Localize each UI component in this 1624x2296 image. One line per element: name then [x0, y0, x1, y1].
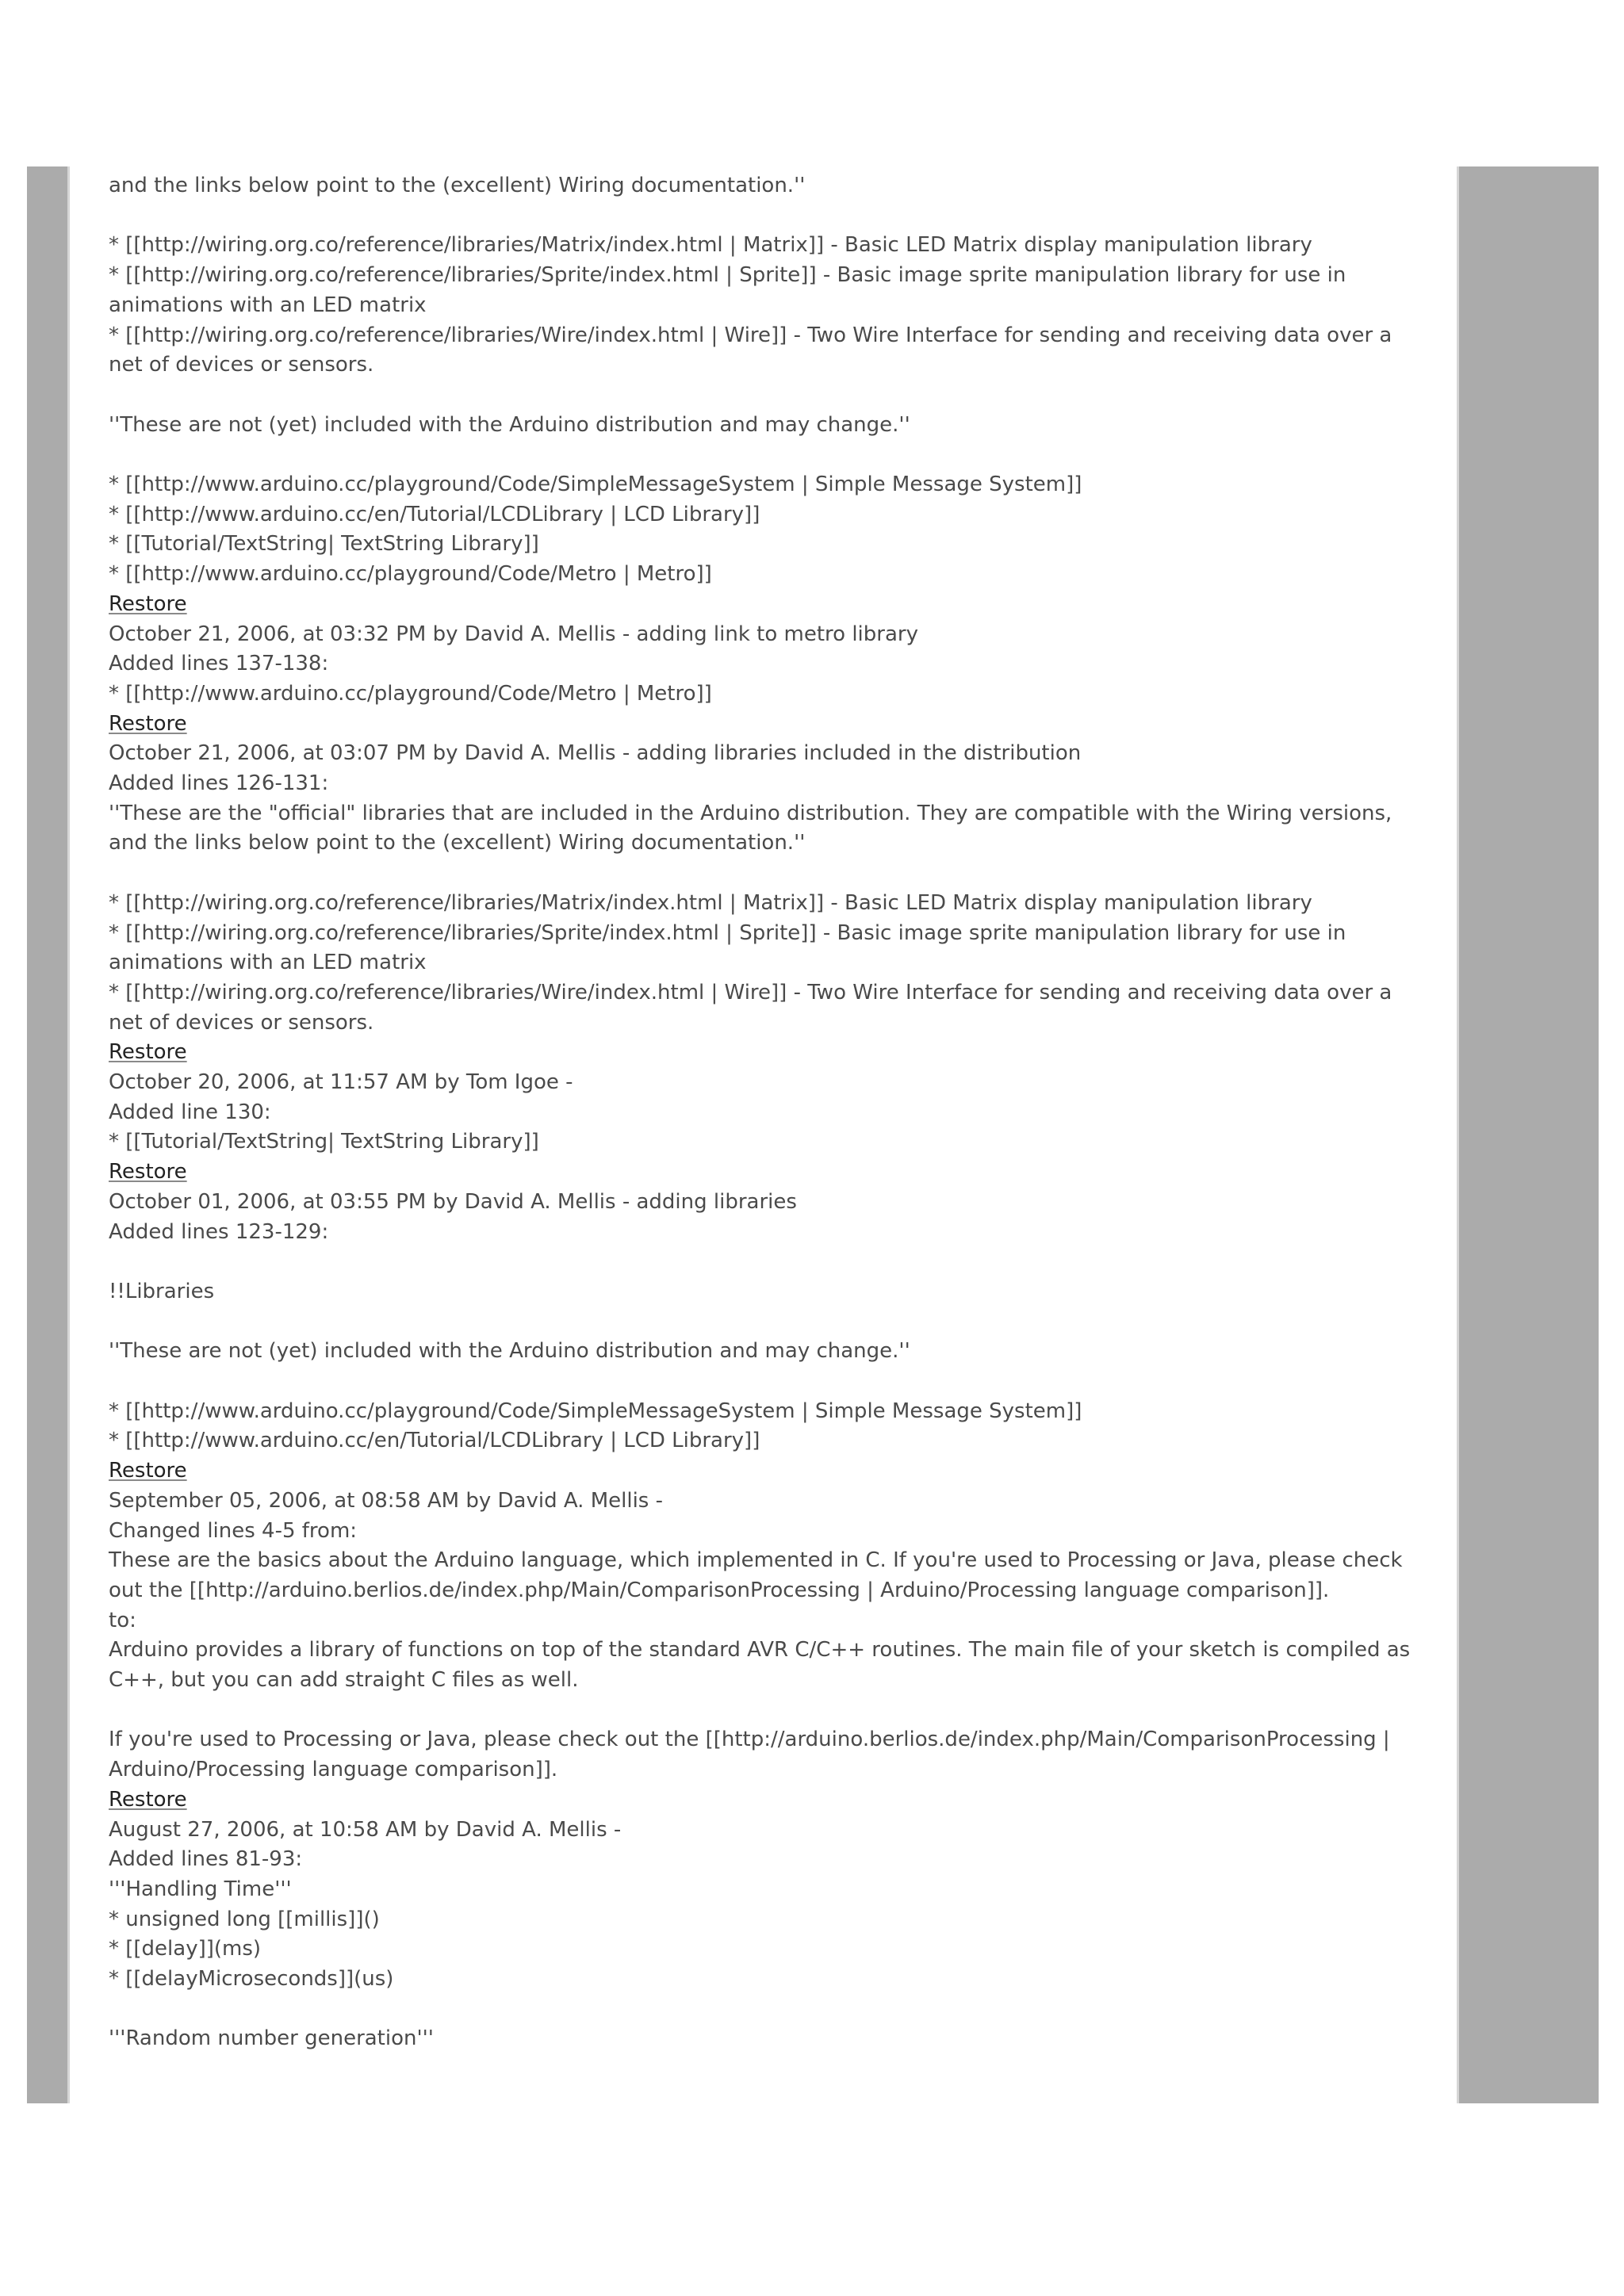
history-line: Added lines 123-129: [109, 1219, 329, 1244]
blank-line [109, 1367, 1427, 1397]
restore-row [109, 1158, 1427, 1188]
history-line: Added lines 81-93: [109, 1847, 303, 1872]
history-line: * [[http://wiring.org.co/reference/libraries/Wire/index.html | Wire]] - Two Wire Interface for sending and receiving data over a net of devices or sensors. [109, 323, 1399, 377]
history-line: * [[http://www.arduino.cc/playground/Code/Metro | Metro]] [109, 562, 712, 587]
blank-line [109, 1307, 1427, 1337]
page-history-content [109, 171, 1427, 2054]
blank-line [109, 859, 1427, 889]
history-line: '''Handling Time''' [109, 1877, 292, 1901]
left-margin-bar [27, 166, 67, 2103]
restore-link[interactable]: Restore [109, 1787, 187, 1812]
history-line: * [[delay]](ms) [109, 1937, 262, 1961]
history-line: * [[http://wiring.org.co/reference/libraries/Matrix/index.html | Matrix]] - Basic LED Matrix display manipulation library [109, 890, 1312, 915]
history-line: * [[Tutorial/TextString| TextString Library]] [109, 532, 539, 557]
history-line: ''These are not (yet) included with the Arduino distribution and may change.'' [109, 1339, 910, 1364]
restore-row [109, 1785, 1427, 1816]
history-line: * [[http://wiring.org.co/reference/libraries/Sprite/index.html | Sprite]] - Basic image sprite manipulation library for use in animations with an LED matrix [109, 920, 1353, 975]
blank-line [109, 381, 1427, 411]
restore-row [109, 1038, 1427, 1068]
restore-row [109, 590, 1427, 620]
history-line: ''These are the "official" libraries that are included in the Arduino distribution. They are compatible with the Wiring versions, and the links below point to the (excellent) Wiring documentation.'' [109, 801, 1399, 855]
history-line: August 27, 2006, at 10:58 AM by David A. Mellis - [109, 1817, 622, 1842]
history-line: Changed lines 4-5 from: [109, 1518, 358, 1543]
history-line: * [[http://www.arduino.cc/playground/Code/Metro | Metro]] [109, 681, 712, 706]
history-line: * [[http://wiring.org.co/reference/libraries/Wire/index.html | Wire]] - Two Wire Interface for sending and receiving data over a net of devices or sensors. [109, 980, 1399, 1035]
history-line: * [[http://www.arduino.cc/playground/Code/SimpleMessageSystem | Simple Message System]] [109, 1399, 1082, 1423]
history-line: '''Random number generation''' [109, 2026, 434, 2051]
blank-line [109, 1247, 1427, 1277]
history-line: * [[delayMicroseconds]](us) [109, 1967, 394, 1992]
history-line: Arduino provides a library of functions on top of the standard AVR C/C++ routines. The main file of your sketch is compiled as C++, but you can add straight C files as well. [109, 1638, 1417, 1693]
right-margin-bar [1459, 166, 1599, 2103]
history-line: September 05, 2006, at 08:58 AM by David A. Mellis - [109, 1488, 663, 1513]
blank-line [109, 201, 1427, 232]
history-line: Added lines 126-131: [109, 771, 329, 796]
history-line: Added lines 137-138: [109, 652, 329, 676]
history-line: These are the basics about the Arduino language, which implemented in C. If you're used to Processing or Java, please check out the [[http://arduino.berlios.de/index.php/Main/ComparisonProcessing | Arduino/Processing language comparison]]. [109, 1548, 1409, 1602]
history-line: * [[http://wiring.org.co/reference/libraries/Sprite/index.html | Sprite]] - Basic image sprite manipulation library for use in animations with an LED matrix [109, 263, 1353, 317]
history-line: Added line 130: [109, 1100, 271, 1124]
blank-line [109, 1995, 1427, 2025]
history-line: If you're used to Processing or Java, please check out the [[http://arduino.berlios.de/index.php/Main/ComparisonProcessing | Arduino/Processing language comparison]]. [109, 1728, 1396, 1782]
restore-link[interactable]: Restore [109, 1160, 187, 1184]
blank-line [109, 1696, 1427, 1726]
restore-link[interactable]: Restore [109, 1459, 187, 1483]
history-line: * unsigned long [[millis]]() [109, 1907, 380, 1931]
restore-row [109, 710, 1427, 740]
blank-line [109, 440, 1427, 470]
history-line: * [[http://www.arduino.cc/en/Tutorial/LCDLibrary | LCD Library]] [109, 502, 760, 526]
history-line: ''These are not (yet) included with the Arduino distribution and may change.'' [109, 412, 910, 437]
history-line: and the links below point to the (excellent) Wiring documentation.'' [109, 174, 806, 197]
history-line: October 20, 2006, at 11:57 AM by Tom Igoe - [109, 1070, 573, 1095]
history-line: October 01, 2006, at 03:55 PM by David A. Mellis - adding libraries [109, 1189, 797, 1214]
history-line: * [[http://wiring.org.co/reference/libraries/Matrix/index.html | Matrix]] - Basic LED Matrix display manipulation library [109, 233, 1312, 258]
history-line: October 21, 2006, at 03:32 PM by David A. Mellis - adding link to metro library [109, 622, 918, 646]
history-line: October 21, 2006, at 03:07 PM by David A. Mellis - adding libraries included in the distribution [109, 741, 1082, 766]
left-margin-divider [67, 166, 70, 2103]
restore-link[interactable]: Restore [109, 711, 187, 736]
history-line: !!Libraries [109, 1279, 215, 1303]
history-line: to: [109, 1608, 136, 1632]
history-line: * [[Tutorial/TextString| TextString Library]] [109, 1130, 539, 1154]
history-line: * [[http://www.arduino.cc/playground/Code/SimpleMessageSystem | Simple Message System]] [109, 472, 1082, 496]
restore-link[interactable]: Restore [109, 591, 187, 616]
history-line: * [[http://www.arduino.cc/en/Tutorial/LCDLibrary | LCD Library]] [109, 1429, 760, 1453]
restore-row [109, 1456, 1427, 1487]
right-margin-divider [1457, 166, 1459, 2103]
restore-link[interactable]: Restore [109, 1040, 187, 1065]
